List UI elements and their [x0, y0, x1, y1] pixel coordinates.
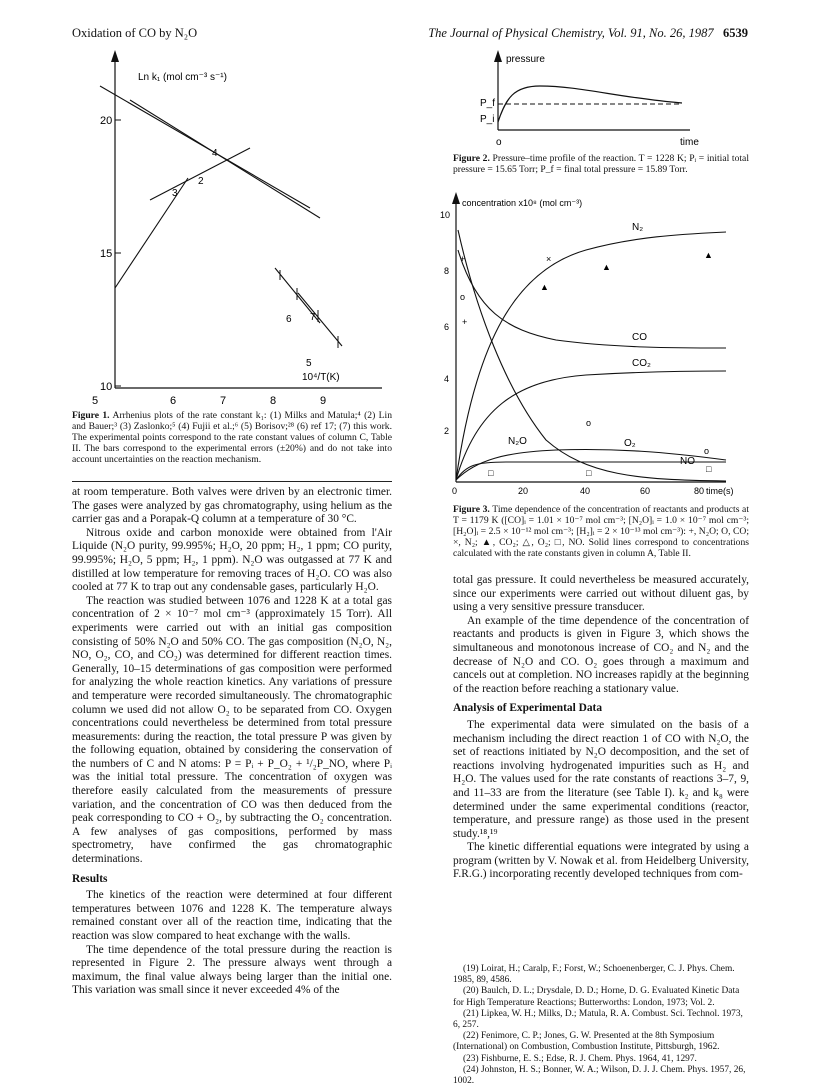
fig2-pf-label: P_f: [480, 98, 496, 109]
reference-item: (21) Lipkea, W. H.; Milks, D.; Matula, R. A. Combust. Sci. Technol. 1973, 6, 257.: [453, 1008, 743, 1031]
label-o2: O₂: [624, 438, 636, 449]
line-label-2: 2: [198, 176, 204, 187]
x-tick-5: 5: [92, 395, 99, 407]
line-2: [150, 148, 250, 200]
marker: ▲: [602, 262, 611, 272]
line-7: [298, 293, 342, 346]
reference-item: (23) Fishburne, E. S.; Edse, R. J. Chem. Phys. 1964, 41, 1297.: [463, 1053, 697, 1064]
fig3-x-tick-60: 60: [640, 486, 651, 496]
reference-item: (22) Fenimore, C. P.; Jones, G. W. Presented at the 8th Symposium (International) on Combustion, Combustion Institute, Pittsburgh, 1962.: [453, 1031, 720, 1053]
line-label-3: 3: [172, 188, 178, 199]
marker: o: [704, 446, 710, 456]
figure-2-caption: [453, 153, 749, 175]
marker: □: [706, 464, 712, 474]
label-co: CO: [632, 332, 647, 343]
label-n2: N₂: [632, 222, 644, 233]
x-tick-7: 7: [220, 395, 227, 407]
marker: ▲: [540, 282, 549, 292]
fig3-y-tick-2: 2: [444, 426, 450, 436]
paragraph: The time dependence of the total pressure during the reaction is represented in Figure 2. The pressure always went through a maximum, the final value always being larger than the initial one. This variation was small since it never exceeded 4% of the: [72, 943, 392, 997]
figure-3-caption-text: Time dependence of the concentration of reactants and products at T = 1179 K ([CO]ᵢ = 1.01 × 10⁻⁷ mol cm⁻³; [N₂O]ᵢ = 1.0 × 10⁻⁷ mol cm⁻³; [H₂O]ᵢ = 2.5 × 10⁻¹² mol cm⁻³; [H₂]ᵢ = 2 × 10⁻¹³ mol cm⁻³): +, N₂O; O, CO; ×, N₂; ▲, CO₂; △, O₂; □, NO. Solid lines correspond to concentrations calculated with the rate constants given in column A, Table II.: [453, 504, 749, 559]
paragraph: The experimental data were simulated on the basis of a mechanism including the direct reaction 1 of CO with N₂O, the set of reactions initiated by N₂O decomposition, and the set of reactions involving hydrogenated impurities such as H₂ and H₂O. The values used for the rate constants of reactions 3–7, 9, and 11–33 are from the literature (see Table I). k₂ and k₈ were determined under the same experimental conditions (reactor, temperature, and pressure range) as those used in the present study.¹⁸,¹⁹: [453, 718, 749, 840]
paragraph: at room temperature. Both valves were driven by an electronic timer. The gases were analyzed by gas chromatography, using helium as the carrier gas and a Porapak-Q column at a temperature of 30 °C.: [72, 486, 392, 526]
line-label-4: 4: [212, 148, 218, 159]
y-tick-15: 15: [100, 248, 113, 260]
fig3-x-tick-80: 80: [694, 486, 705, 496]
figure-2-caption-text: Pressure–time profile of the reaction. T = 1228 K; Pᵢ = initial total pressure = 15.65 Torr; P_f = final total pressure = 15.89 Torr.: [453, 153, 749, 175]
fig2-origin: o: [496, 137, 502, 148]
figure-2-caption-label: Figure 2.: [453, 153, 490, 164]
running-header-left: Oxidation of CO by N₂O: [72, 26, 198, 40]
y-axis-label: Ln k₁ (mol cm⁻³ s⁻¹): [138, 72, 227, 83]
label-n2o: N₂O: [508, 436, 527, 447]
marker: +: [460, 254, 466, 264]
left-column-body: [72, 486, 392, 998]
paragraph: An example of the time dependence of the concentration of reactants and products is given in Figure 3, which shows the simultaneous and monotonous increase of CO₂ and N₂ and the decrease of N₂O and CO. O₂ goes through a maximum and cancels out at completion. NO increases rapidly at the beginning of the reaction before reaching a stationary value.: [453, 614, 749, 695]
paragraph: The kinetics of the reaction were determined at four different temperatures between 1076 and 1228 K. The temperature always remained constant over all of the reaction time, indicating that the reaction was slow compared to heat exchange with the walls.: [72, 889, 392, 942]
figure-1-caption-text: Arrhenius plots of the rate constant k₁: (1) Milks and Matula;⁴ (2) Lin and Bauer;³ (3) Zaslonko;⁵ (4) Fujii et al.;⁶ (5) Borisov;²⁸ (6) ref 17; (7) this work. The experimental points correspond to the rate constant values of column C, Table II. The bars correspond to the experimental errors (±20%) and do not take into account uncertainties on the reaction mechanism.: [72, 410, 392, 465]
n2o-curve: [458, 230, 726, 481]
figure-3-concentration-time: [436, 190, 748, 502]
line-label-6: 6: [286, 314, 292, 325]
x-tick-6: 6: [170, 395, 177, 407]
page-number: 6539: [723, 26, 748, 40]
marker: +: [462, 317, 468, 327]
marker: o: [460, 292, 466, 302]
x-axis-label: 10⁴/T(K): [302, 372, 340, 383]
references: [453, 964, 749, 1087]
reference-item: (24) Johnston, H. S.; Bonner, W. A.; Wilson, D. J. J. Chem. Phys. 1957, 26, 1002.: [453, 1064, 746, 1087]
figure-3-caption: [453, 504, 749, 559]
marker: □: [586, 468, 592, 478]
fig2-y-label: pressure: [506, 54, 545, 65]
fig3-x-tick-20: 20: [518, 486, 529, 496]
paragraph: The reaction was studied between 1076 and 1228 K at a total gas concentration of 2 × 10⁻⁷ mol cm⁻³ (approximately 15 Torr). All experiments were carried out with an initial gas composition consisting of 50% N₂O and 50% CO. The gas composition (N₂O, N₂, NO, O₂, CO, and CO₂) was determined for different reaction times. Generally, 10–15 determinations of gas composition were performed for analyzing the whole reaction kinetics. Any variations of pressure and temperature were recorded simultaneously. The chromatographic column we used did not allow O₂ to be separated from CO. Oxygen concentrations could nevertheless be determined from total pressure measurements: during the reaction, the total pressure P was given by the following equation, obtained by considering the conservation of the numbers of C and N atoms: P = Pᵢ + P_O₂ + ¹/₂P_NO, where Pᵢ was the initial total pressure. The concentration of oxygen was therefore easily calculated from the measurements of pressure variation, and the concentration of CO was then deduced from the peak corresponding to CO + O₂, by subtracting the O₂ concentration. A few analyses of gas compositions, performed by mass spectrometry, have confirmed the gas chromatographic determinations.: [72, 594, 392, 866]
figure-2-pressure-time: [450, 48, 750, 152]
paragraph: Nitrous oxide and carbon monoxide were obtained from l'Air Liquide (N₂O purity, 99.995%; H₂O, 20 ppm; H₂, 1 ppm; CO purity, 99.995%; H₂O, 5 ppm; H₂, 1 ppm). N₂O was outgassed at 77 K and distilled at low temperature for removing traces of H₂O. CO was also cooled at 77 K to trap out any condensable gases, particularly H₂O.: [72, 526, 392, 594]
line-label-7: 7: [310, 312, 316, 323]
marker: ×: [546, 254, 552, 264]
running-header-right: [428, 26, 748, 41]
x-tick-9: 9: [320, 395, 327, 407]
section-heading-analysis: Analysis of Experimental Data: [453, 702, 603, 715]
marker: o: [586, 418, 592, 428]
paragraph: The kinetic differential equations were integrated by using a program (written by V. Nowak et al. from Heidelberg University, F.R.G.) incorporating recently developed techniques from com-: [453, 841, 749, 881]
label-co2: CO₂: [632, 358, 651, 369]
fig3-y-tick-10: 10: [440, 210, 451, 220]
figure-1-caption: [72, 410, 392, 465]
line-4: [130, 100, 320, 218]
line-label-5: 5: [306, 358, 312, 369]
fig3-y-tick-8: 8: [444, 266, 450, 276]
fig3-x-tick-40: 40: [580, 486, 591, 496]
fig2-pi-label: P_i: [480, 114, 495, 125]
paragraph: total gas pressure. It could nevertheless be measured accurately, since our experiments were carried out without diluent gas, by using a very sensitive pressure transducer.: [453, 574, 749, 614]
figure-1-arrhenius-plot: [70, 48, 390, 410]
n2-curve: [456, 232, 726, 480]
reference-item: (19) Loirat, H.; Caralp, F.; Forst, W.; Schoenenberger, C. J. Phys. Chem. 1985, 89, 4586.: [453, 964, 735, 986]
fig3-x-label: time(s): [706, 486, 734, 496]
fig2-x-label: time: [680, 137, 699, 148]
fig3-y-tick-4: 4: [444, 374, 450, 384]
journal-citation: The Journal of Physical Chemistry, Vol. 91, No. 26, 1987: [428, 26, 714, 40]
section-heading-results: Results: [72, 872, 108, 885]
figure-3-caption-label: Figure 3.: [453, 504, 490, 515]
marker: □: [488, 468, 494, 478]
co-curve: [458, 250, 726, 348]
right-column-body: [453, 574, 749, 882]
y-tick-10: 10: [100, 381, 113, 393]
reference-item: (20) Baulch, D. L.; Drysdale, D. D.; Horne, D. G. Evaluated Kinetic Data for High Temperature Reactions; Butterworths: London, 1973; Vol. 2.: [453, 986, 740, 1008]
fig3-y-label: concentration x10⁸ (mol cm⁻³): [462, 198, 583, 208]
y-tick-20: 20: [100, 115, 113, 127]
fig3-y-tick-6: 6: [444, 322, 450, 332]
x-tick-8: 8: [270, 395, 277, 407]
figure-1-caption-label: Figure 1.: [72, 410, 110, 421]
fig3-x-tick-0: 0: [452, 486, 458, 496]
label-no: NO: [680, 456, 695, 467]
marker: ▲: [704, 250, 713, 260]
